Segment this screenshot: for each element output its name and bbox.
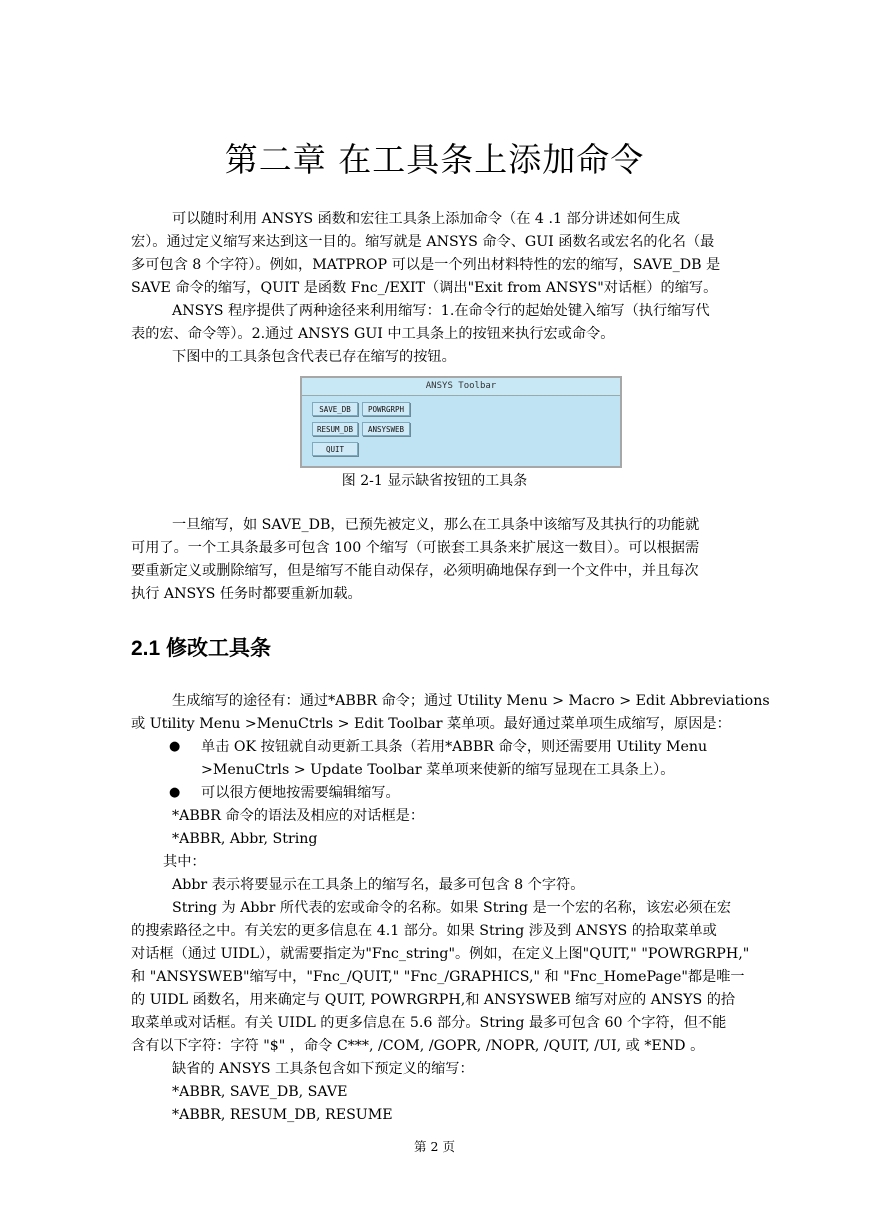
text-line: 的 UIDL 函数名，用来确定与 QUIT, POWRGRPH,和 ANSYSWEB 缩写对应的 ANSYS 的拾: [131, 992, 736, 1008]
toolbar-button-save-db[interactable]: SAVE_DB: [312, 402, 358, 416]
default-abbr-line: *ABBR, SAVE_DB, SAVE: [172, 1084, 348, 1100]
toolbar-figure: [300, 376, 622, 468]
text-line: ANSYS 程序提供了两种途径来利用缩写：1.在命令行的起始处键入缩写（执行缩写代: [172, 303, 710, 319]
text-line: 下图中的工具条包含代表已存在缩写的按钮。: [172, 349, 456, 365]
text-line: 和 "ANSYSWEB"缩写中，"Fnc_/QUIT," "Fnc_/GRAPHICS," 和 "Fnc_HomePage"都是唯一: [131, 969, 745, 985]
default-abbr-line: *ABBR, RESUM_DB, RESUME: [172, 1107, 393, 1123]
paragraph-2: [131, 514, 737, 606]
bullet-item: [201, 782, 737, 805]
syntax-line: *ABBR, Abbr, String: [172, 831, 318, 847]
text-line: String 为 Abbr 所代表的宏或命令的名称。如果 String 是一个宏的名称，该宏必须在宏: [172, 900, 732, 916]
bullet-icon: ●: [169, 739, 181, 754]
syntax-block: [131, 805, 750, 1127]
where-label: 其中：: [163, 854, 206, 870]
bullet-icon: ●: [169, 785, 181, 800]
text-line: 生成缩写的途径有：通过*ABBR 命令；通过 Utility Menu > Macro > Edit Abbreviations: [172, 693, 770, 709]
text-line: SAVE 命令的缩写，QUIT 是函数 Fnc_/EXIT（调出"Exit from ANSYS"对话框）的缩写。: [131, 280, 718, 296]
text-line: 表的宏、命令等）。2.通过 ANSYS GUI 中工具条上的按钮来执行宏或命令。: [131, 326, 615, 342]
text-line: 要重新定义或删除缩写，但是缩写不能自动保存，必须明确地保存到一个文件中，并且每次: [131, 563, 699, 579]
text-line: 宏）。通过定义缩写来达到这一目的。缩写就是 ANSYS 命令、GUI 函数名或宏名的化名（最: [131, 234, 715, 250]
text-line: 含有以下字符：字符 "$" ，命令 C***, /COM, /GOPR, /NOPR, /QUIT, /UI, 或 *END 。: [131, 1038, 705, 1054]
toolbar-window-title: ANSYS Toolbar: [302, 378, 620, 396]
text-line: 可以随时利用 ANSYS 函数和宏往工具条上添加命令（在 4 .1 部分讲述如何生成: [172, 211, 681, 227]
page-footer: 第 2 页: [414, 1139, 455, 1154]
toolbar-button-resum-db[interactable]: RESUM_DB: [312, 422, 358, 436]
text-line: 执行 ANSYS 任务时都要重新加载。: [131, 586, 362, 602]
text-line: 或 Utility Menu >MenuCtrls > Edit Toolbar 菜单项。最好通过菜单项生成缩写，原因是：: [131, 716, 731, 732]
syntax-intro: *ABBR 命令的语法及相应的对话框是：: [172, 808, 425, 824]
section-heading: 2.1 修改工具条: [131, 637, 272, 660]
text-line: >MenuCtrls > Update Toolbar 菜单项来使新的缩写显现在工具条上）。: [201, 762, 675, 778]
text-line: 一旦缩写，如 SAVE_DB，已预先被定义，那么在工具条中该缩写及其执行的功能就: [172, 517, 700, 533]
default-intro: 缺省的 ANSYS 工具条包含如下预定义的缩写：: [172, 1061, 474, 1077]
bullet-item: [201, 736, 737, 782]
chapter-title: 第二章 在工具条上添加命令: [224, 140, 645, 179]
toolbar-button-powrgrph[interactable]: POWRGRPH: [362, 402, 410, 416]
text-line: 取菜单或对话框。有关 UIDL 的更多信息在 5.6 部分。String 最多可包含 60 个字符，但不能: [131, 1015, 727, 1031]
text-line: 多可包含 8 个字符）。例如，MATPROP 可以是一个列出材料特性的宏的缩写，SAVE_DB 是: [131, 257, 721, 273]
paragraph-3: [131, 690, 770, 736]
abbr-description: Abbr 表示将要显示在工具条上的缩写名，最多可包含 8 个字符。: [172, 877, 585, 893]
text-line: 对话框（通过 UIDL），就需要指定为"Fnc_string"。例如，在定义上图"QUIT," "POWRGRPH,": [131, 946, 750, 962]
toolbar-button-quit[interactable]: QUIT: [312, 442, 358, 456]
text-line: 的搜索路径之中。有关宏的更多信息在 4.1 部分。如果 String 涉及到 ANSYS 的拾取菜单或: [131, 923, 717, 939]
text-line: 可用了。一个工具条最多可包含 100 个缩写（可嵌套工具条来扩展这一数目）。可以根据需: [131, 540, 700, 556]
text-line: 可以很方便地按需要编辑缩写。: [201, 785, 400, 801]
text-line: 单击 OK 按钮就自动更新工具条（若用*ABBR 命令，则还需要用 Utility Menu: [201, 739, 708, 755]
intro-paragraph: [131, 208, 737, 369]
toolbar-button-ansysweb[interactable]: ANSYSWEB: [362, 422, 410, 436]
figure-caption: 图 2-1 显示缺省按钮的工具条: [341, 473, 528, 489]
